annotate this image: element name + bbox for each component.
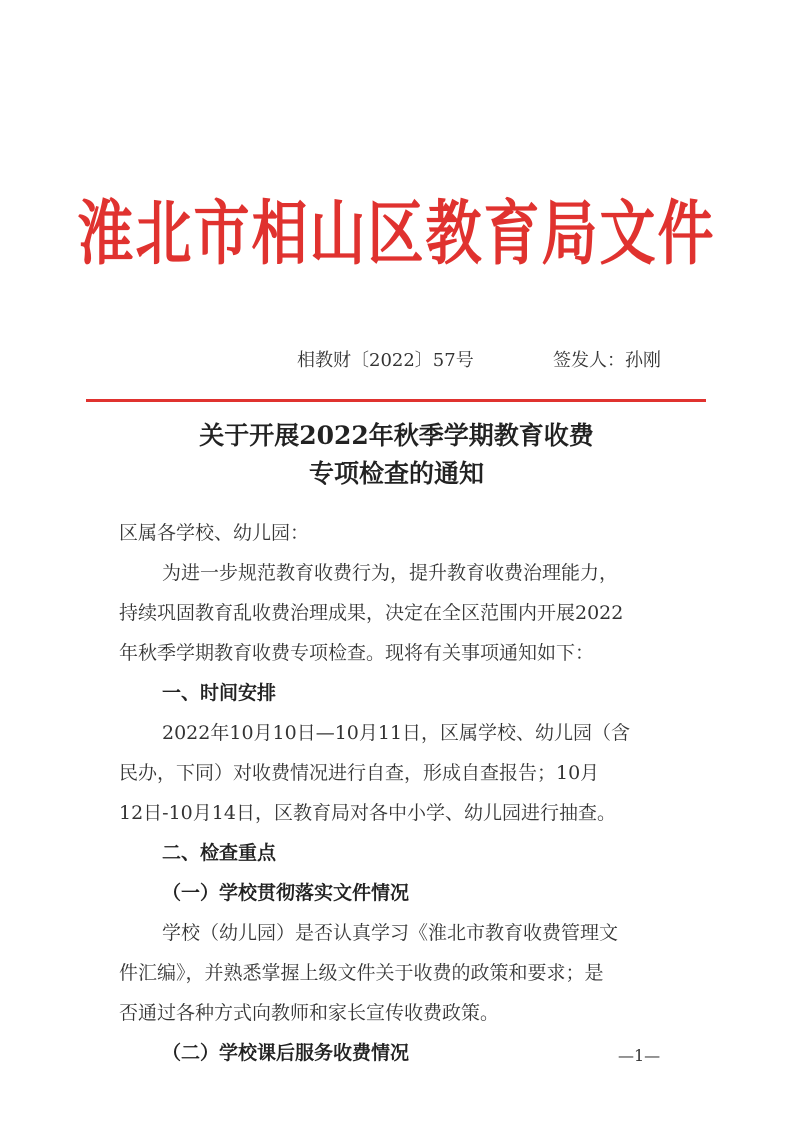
- section-1-line: 12日-10月14日，区教育局对各中小学、幼儿园进行抽查。: [119, 802, 616, 824]
- section-1-line: 民办，下同）对收费情况进行自查，形成自查报告；10月: [119, 762, 600, 784]
- masthead-title: 淮北市相山区教育局文件: [77, 193, 716, 275]
- notice-title-line-1: 关于开展2022年秋季学期教育收费: [199, 421, 594, 450]
- intro-line: 年秋季学期教育收费专项检查。现将有关事项通知如下：: [119, 642, 595, 664]
- subsection-1-line: 否通过各种方式向教师和家长宣传收费政策。: [119, 1002, 500, 1024]
- notice-title-line-2: 专项检查的通知: [308, 459, 484, 488]
- subsection-1-line: 学校（幼儿园）是否认真学习《淮北市教育收费管理文: [162, 922, 619, 944]
- signer: 签发人：孙刚: [553, 350, 661, 371]
- red-divider-line: [86, 399, 706, 402]
- subsection-1-heading: （一）学校贯彻落实文件情况: [162, 882, 410, 904]
- subsection-1-line: 件汇编》，并熟悉掌握上级文件关于收费的政策和要求；是: [119, 962, 604, 984]
- intro-line: 为进一步规范教育收费行为，提升教育收费治理能力，: [162, 562, 619, 584]
- intro-line: 持续巩固教育乱收费治理成果，决定在全区范围内开展2022: [119, 602, 624, 624]
- section-2-heading: 二、检查重点: [162, 842, 277, 864]
- section-1-heading: 一、时间安排: [162, 682, 277, 704]
- document-number: 相教财〔2022〕57号: [297, 350, 474, 371]
- page-number: —1—: [618, 1046, 661, 1065]
- salutation: 区属各学校、幼儿园：: [119, 522, 310, 544]
- section-1-line: 2022年10月10日—10月11日，区属学校、幼儿园（含: [162, 722, 631, 744]
- subsection-2-heading: （二）学校课后服务收费情况: [162, 1042, 410, 1064]
